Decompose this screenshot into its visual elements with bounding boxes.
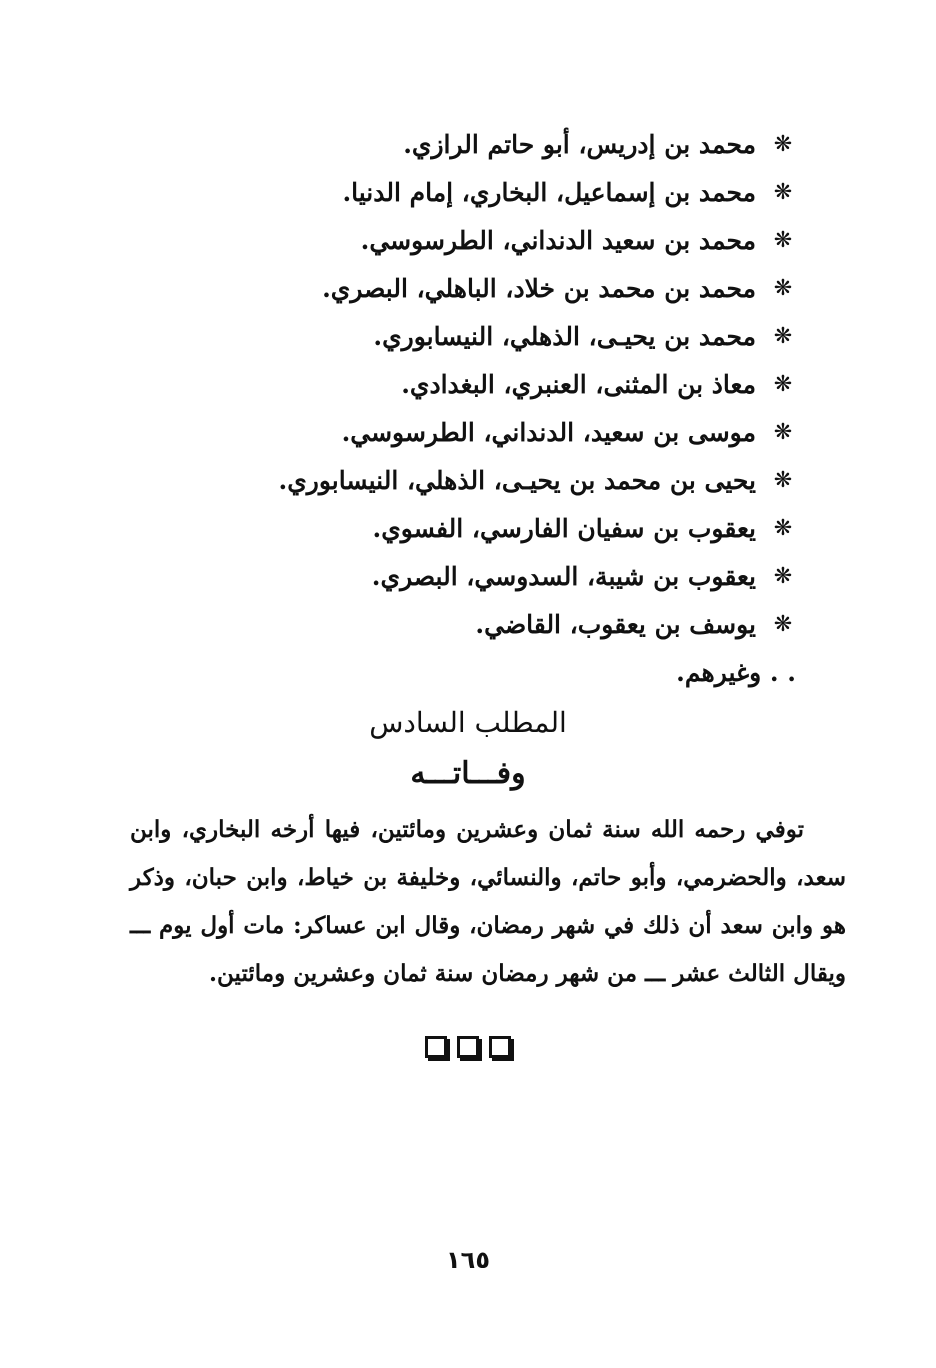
asterisk-bullet-icon: ❋: [773, 419, 793, 445]
section-heading: المطلب السادس: [369, 706, 567, 739]
list-item-text: يعقوب بن شيبة، السدوسي، البصري.: [371, 561, 756, 591]
list-item: [116, 312, 796, 360]
death-paragraph: توفي رحمه الله سنة ثمان وعشرين ومائتين، فيها أرخه البخاري، وابن سعد، والحضرمي، وأبو حاتم، والنسائي، وخليفة بن خياط، وابن حبان، وذكر هو وابن سعد أن ذلك في شهر رمضان، وقال ابن عساكر: مات أول يوم ـــ ويقال الثالث عشر ـــ من شهر رمضان سنة ثمان وعشرين ومائتين.: [130, 816, 846, 987]
list-item-text: موسى بن سعيد، الدنداني، الطرسوسي.: [341, 417, 756, 447]
list-item-text: يوسف بن يعقوب، القاضي.: [475, 609, 756, 639]
asterisk-bullet-icon: ❋: [773, 515, 793, 541]
list-item: [116, 216, 796, 264]
list-item-text: محمد بن سعيد الدنداني، الطرسوسي.: [360, 225, 756, 255]
square-ornament-icon: [457, 1036, 479, 1058]
list-item: [116, 168, 796, 216]
list-item: [116, 504, 796, 552]
list-item-text: معاذ بن المثنى، العنبري، البغدادي.: [401, 369, 756, 399]
page-number: ١٦٥: [446, 1246, 490, 1274]
asterisk-bullet-icon: ❋: [773, 131, 793, 157]
list-item: [116, 120, 796, 168]
list-item-text: محمد بن يحيـى، الذهلي، النيسابوري.: [373, 321, 756, 351]
asterisk-bullet-icon: ❋: [773, 563, 793, 589]
section-end-ornament: [0, 1036, 936, 1058]
list-item-text: محمد بن محمد بن خلاد، الباهلي، البصري.: [322, 273, 756, 303]
list-item: [116, 264, 796, 312]
list-item-text: يحيى بن محمد بن يحيـى، الذهلي، النيسابوري.: [278, 465, 756, 495]
list-trailer-text: . . وغيرهم.: [676, 657, 796, 687]
asterisk-bullet-icon: ❋: [773, 323, 793, 349]
section-subheading: وفـــاتـــه: [410, 756, 526, 791]
narrators-list: [116, 120, 796, 696]
list-item: [116, 360, 796, 408]
asterisk-bullet-icon: ❋: [773, 467, 793, 493]
asterisk-bullet-icon: ❋: [773, 611, 793, 637]
list-item: [116, 600, 796, 648]
asterisk-bullet-icon: ❋: [773, 275, 793, 301]
asterisk-bullet-icon: ❋: [773, 179, 793, 205]
list-item: [116, 552, 796, 600]
list-trailer: [116, 648, 796, 696]
list-item-text: محمد بن إدريس، أبو حاتم الرازي.: [403, 129, 756, 159]
list-item-text: يعقوب بن سفيان الفارسي، الفسوي.: [372, 513, 756, 543]
list-item: [116, 456, 796, 504]
asterisk-bullet-icon: ❋: [773, 371, 793, 397]
list-item-text: محمد بن إسماعيل، البخاري، إمام الدنيا.: [342, 177, 756, 207]
square-ornament-icon: [425, 1036, 447, 1058]
list-item: [116, 408, 796, 456]
asterisk-bullet-icon: ❋: [773, 227, 793, 253]
square-ornament-icon: [489, 1036, 511, 1058]
